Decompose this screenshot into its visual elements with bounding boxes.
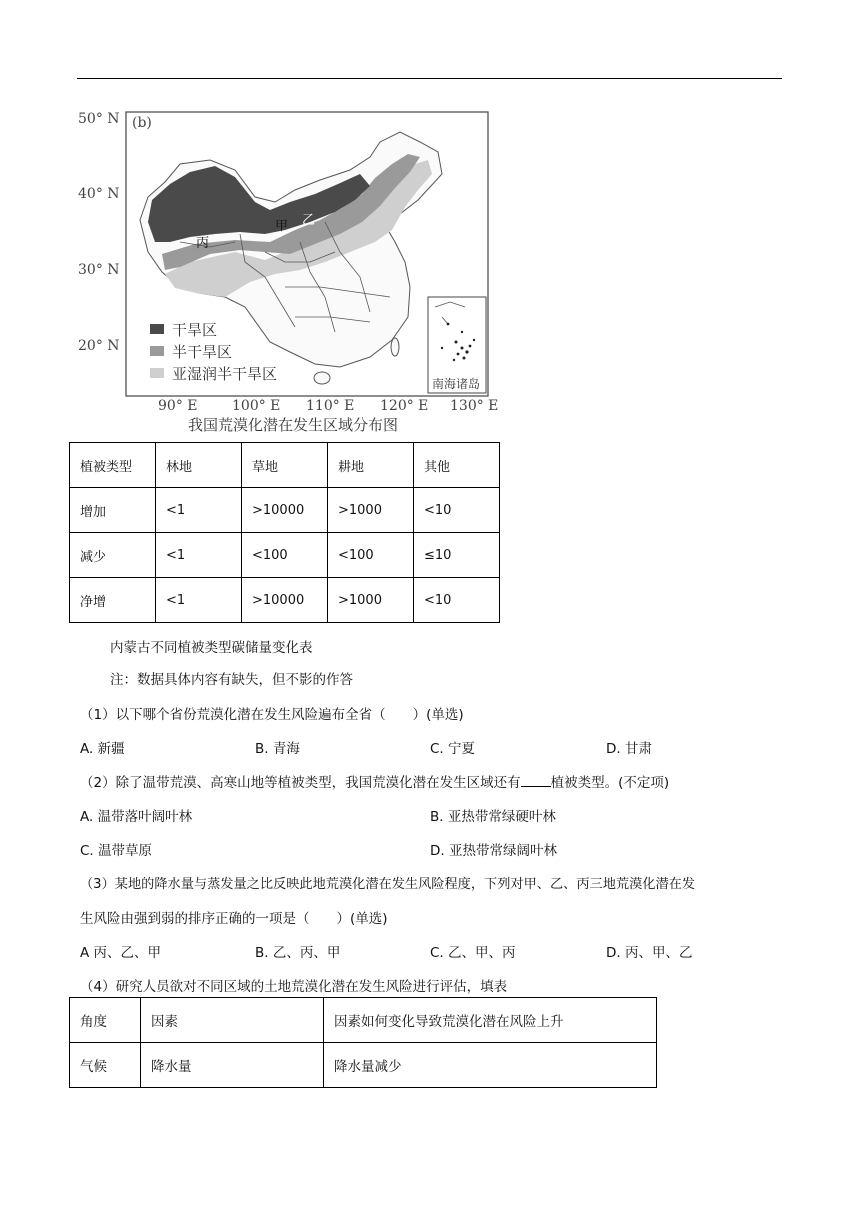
q2-option-c[interactable]: C. 温带草原 [80,843,153,859]
q2-stem-part-a: （2）除了温带荒漠、高寒山地等植被类型，我国荒漠化潜在发生区域还有 [80,775,521,791]
table-cell: >1000 [328,488,414,533]
table-row [70,488,500,533]
q3-option-b[interactable]: B. 乙、丙、甲 [255,945,341,961]
lon-label: 100° E [232,398,281,414]
table-cell: 因素如何变化导致荒漠化潜在风险上升 [324,998,657,1043]
table-cell: 林地 [156,443,242,488]
table-cell: 因素 [141,998,324,1043]
table-cell: 植被类型 [70,443,156,488]
veg-carbon-table [69,442,500,623]
header-rule [77,78,782,79]
legend-label: 干旱区 [172,321,218,339]
table-cell: 其他 [414,443,500,488]
table-cell: 降水量 [141,1043,324,1088]
lon-label: 120° E [380,398,429,414]
table-cell: 净增 [70,578,156,623]
lat-label: 40° N [78,186,120,202]
table-header-row [70,443,500,488]
legend-swatch-sub-humid [150,368,164,378]
q1-option-d[interactable]: D. 甘肃 [606,741,652,757]
q2-stem-part-b: 植被类型。(不定项) [550,775,670,791]
place-label-bing: 丙 [196,236,210,251]
desertification-map [70,102,510,414]
lat-label: 30° N [78,262,120,278]
q1-option-a[interactable]: A. 新疆 [80,741,125,757]
table-cell: <1 [156,578,242,623]
legend-label: 亚湿润半干旱区 [172,365,278,383]
table-cell: 角度 [70,998,141,1043]
table-note: 注：数据具体内容有缺失，但不影的作答 [110,672,353,688]
map-caption: 我国荒漠化潜在发生区域分布图 [188,416,399,434]
table-cell[interactable]: 降水量减少 [324,1043,657,1088]
q3-option-a[interactable]: A 丙、乙、甲 [80,945,162,961]
q1-option-c[interactable]: C. 宁夏 [430,741,476,757]
table-cell: >1000 [328,578,414,623]
hainan-island [314,372,330,384]
question-4-stem: （4）研究人员欲对不同区域的土地荒漠化潜在发生风险进行评估，填表 [80,979,508,995]
lon-label: 90° E [158,398,198,414]
table-caption: 内蒙古不同植被类型碳储量变化表 [110,640,313,656]
table-cell: 气候 [70,1043,141,1088]
table-cell: 草地 [242,443,328,488]
lon-label: 110° E [306,398,355,414]
risk-eval-table [69,997,657,1088]
legend-swatch-arid [150,324,164,334]
question-3-stem-line2: 生风险由强到弱的排序正确的一项是（ ）(单选) [80,911,388,927]
question-2-stem [80,771,669,791]
place-label-yi: 乙 [302,213,316,228]
q3-option-d[interactable]: D. 丙、甲、乙 [606,945,693,961]
table-cell: ≤10 [414,533,500,578]
q2-option-d[interactable]: D. 亚热带常绿阔叶林 [430,843,557,859]
table-header-row [70,998,657,1043]
question-1-stem: （1）以下哪个省份荒漠化潜在发生风险遍布全省（ ）(单选) [80,707,464,723]
table-cell: 耕地 [328,443,414,488]
lat-label: 20° N [78,338,120,354]
q2-option-b[interactable]: B. 亚热带常绿硬叶林 [430,809,556,825]
table-cell: <100 [242,533,328,578]
panel-label: (b) [132,115,152,131]
inset-label: 南海诸岛 [432,377,481,391]
legend-swatch-semi-arid [150,346,164,356]
table-cell: >10000 [242,578,328,623]
table-row [70,578,500,623]
table-cell: 增加 [70,488,156,533]
lon-label: 130° E [450,398,499,414]
place-label-jia: 甲 [275,219,289,234]
table-cell: <100 [328,533,414,578]
table-row [70,533,500,578]
table-cell: <10 [414,578,500,623]
table-cell: >10000 [242,488,328,533]
table-cell: <10 [414,488,500,533]
table-row [70,1043,657,1088]
q2-option-a[interactable]: A. 温带落叶阔叶林 [80,809,193,825]
table-cell: <1 [156,488,242,533]
table-cell: <1 [156,533,242,578]
legend-label: 半干旱区 [172,343,233,361]
taiwan-island [391,338,399,356]
lat-label: 50° N [78,111,120,127]
question-3-stem-line1: （3）某地的降水量与蒸发量之比反映此地荒漠化潜在发生风险程度，下列对甲、乙、丙三地荒漠化潜在发 [80,877,696,892]
table-cell: 减少 [70,533,156,578]
q1-option-b[interactable]: B. 青海 [255,741,300,757]
q2-blank[interactable] [521,774,551,787]
q3-option-c[interactable]: C. 乙、甲、丙 [430,945,516,961]
